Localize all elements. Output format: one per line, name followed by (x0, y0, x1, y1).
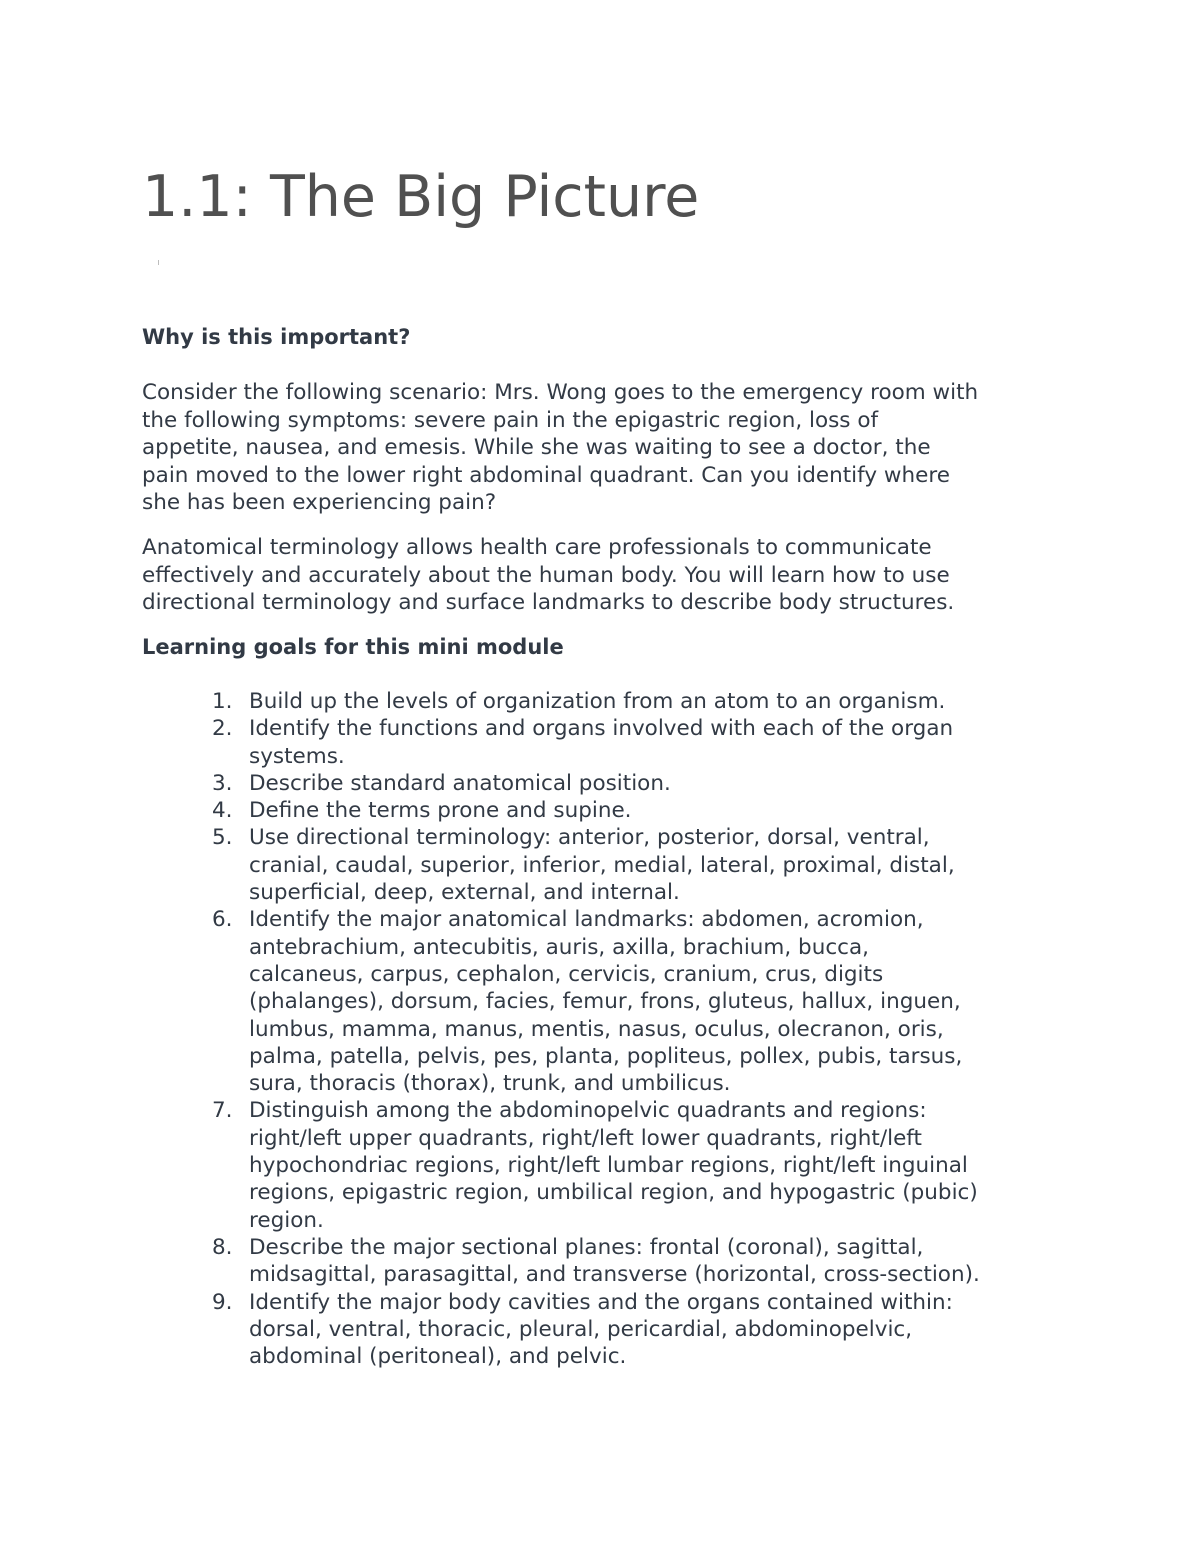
learning-goal-item (142, 797, 980, 824)
goal-line: dorsal, ventral, thoracic, pleural, pericardial, abdominopelvic, (249, 1316, 913, 1342)
learning-goal-item (142, 715, 980, 770)
goal-line: Describe standard anatomical position. (249, 770, 671, 796)
goal-line: Identify the major anatomical landmarks: abdomen, acromion, (249, 907, 924, 933)
stray-mark (158, 260, 159, 265)
goal-number: 9. (212, 1289, 233, 1315)
scenario-line: Consider the following scenario: Mrs. Wong goes to the emergency room with (142, 380, 979, 405)
goal-line: cranial, caudal, superior, inferior, medial, lateral, proximal, distal, (249, 852, 955, 878)
learning-goal-item (142, 1097, 980, 1233)
goal-line: systems. (249, 743, 345, 769)
goal-number: 3. (212, 770, 233, 796)
learning-goal-item (142, 824, 980, 906)
goal-line: midsagittal, parasagittal, and transverse (horizontal, cross-section). (249, 1262, 980, 1288)
terminology-line: effectively and accurately about the human body. You will learn how to use (142, 562, 950, 588)
goal-line: superficial, deep, external, and internal. (249, 880, 680, 906)
goal-number: 7. (212, 1098, 233, 1124)
scenario-paragraph (142, 379, 978, 517)
goal-line: right/left upper quadrants, right/left lower quadrants, right/left (249, 1125, 922, 1151)
goal-line: region. (249, 1207, 324, 1233)
goal-number: 4. (212, 798, 233, 824)
goal-line: Distinguish among the abdominopelvic quadrants and regions: (249, 1098, 927, 1124)
learning-goal-item (142, 770, 980, 797)
learning-goal-item (142, 688, 980, 715)
goal-line: Use directional terminology: anterior, posterior, dorsal, ventral, (249, 825, 930, 851)
why-important-heading: Why is this important? (142, 325, 411, 349)
goal-line: Describe the major sectional planes: frontal (coronal), sagittal, (249, 1234, 924, 1260)
document-title: 1.1: The Big Picture (142, 164, 700, 230)
scenario-line: pain moved to the lower right abdominal quadrant. Can you identify where (142, 462, 950, 488)
learning-goal-item (142, 906, 980, 1097)
goal-number: 2. (212, 716, 233, 742)
goal-line: (phalanges), dorsum, facies, femur, frons, gluteus, hallux, inguen, (249, 989, 961, 1015)
goal-line: hypochondriac regions, right/left lumbar regions, right/left inguinal (249, 1153, 968, 1179)
goal-line: palma, patella, pelvis, pes, planta, popliteus, pollex, pubis, tarsus, (249, 1043, 963, 1069)
scenario-line: she has been experiencing pain? (142, 490, 497, 516)
goal-line: lumbus, mamma, manus, mentis, nasus, oculus, olecranon, oris, (249, 1016, 944, 1042)
terminology-line: directional terminology and surface landmarks to describe body structures. (142, 590, 955, 616)
learning-goal-item (142, 1289, 980, 1371)
goal-line: antebrachium, antecubitis, auris, axilla, brachium, bucca, (249, 934, 869, 960)
scenario-line: appetite, nausea, and emesis. While she was waiting to see a doctor, the (142, 435, 931, 461)
goal-number: 1. (212, 689, 233, 714)
scenario-line: the following symptoms: severe pain in the epigastric region, loss of (142, 407, 879, 433)
goal-number: 6. (212, 907, 233, 933)
goal-line: Identify the major body cavities and the organs contained within: (249, 1289, 953, 1315)
goal-line: sura, thoracis (thorax), trunk, and umbilicus. (249, 1071, 731, 1097)
goal-line: calcaneus, carpus, cephalon, cervicis, cranium, crus, digits (249, 961, 884, 987)
goal-number: 8. (212, 1234, 233, 1260)
learning-goals-list (142, 688, 980, 1370)
terminology-paragraph (142, 534, 954, 617)
goal-line: Build up the levels of organization from an atom to an organism. (249, 689, 946, 714)
goal-line: Identify the functions and organs involved with each of the organ (249, 716, 954, 742)
learning-goal-item (142, 1234, 980, 1289)
goal-line: regions, epigastric region, umbilical region, and hypogastric (pubic) (249, 1180, 978, 1206)
learning-goals-heading: Learning goals for this mini module (142, 635, 564, 659)
goal-number: 5. (212, 825, 233, 851)
goal-line: abdominal (peritoneal), and pelvic. (249, 1344, 627, 1370)
goal-line: Define the terms prone and supine. (249, 798, 632, 824)
terminology-line: Anatomical terminology allows health care professionals to communicate (142, 535, 932, 560)
